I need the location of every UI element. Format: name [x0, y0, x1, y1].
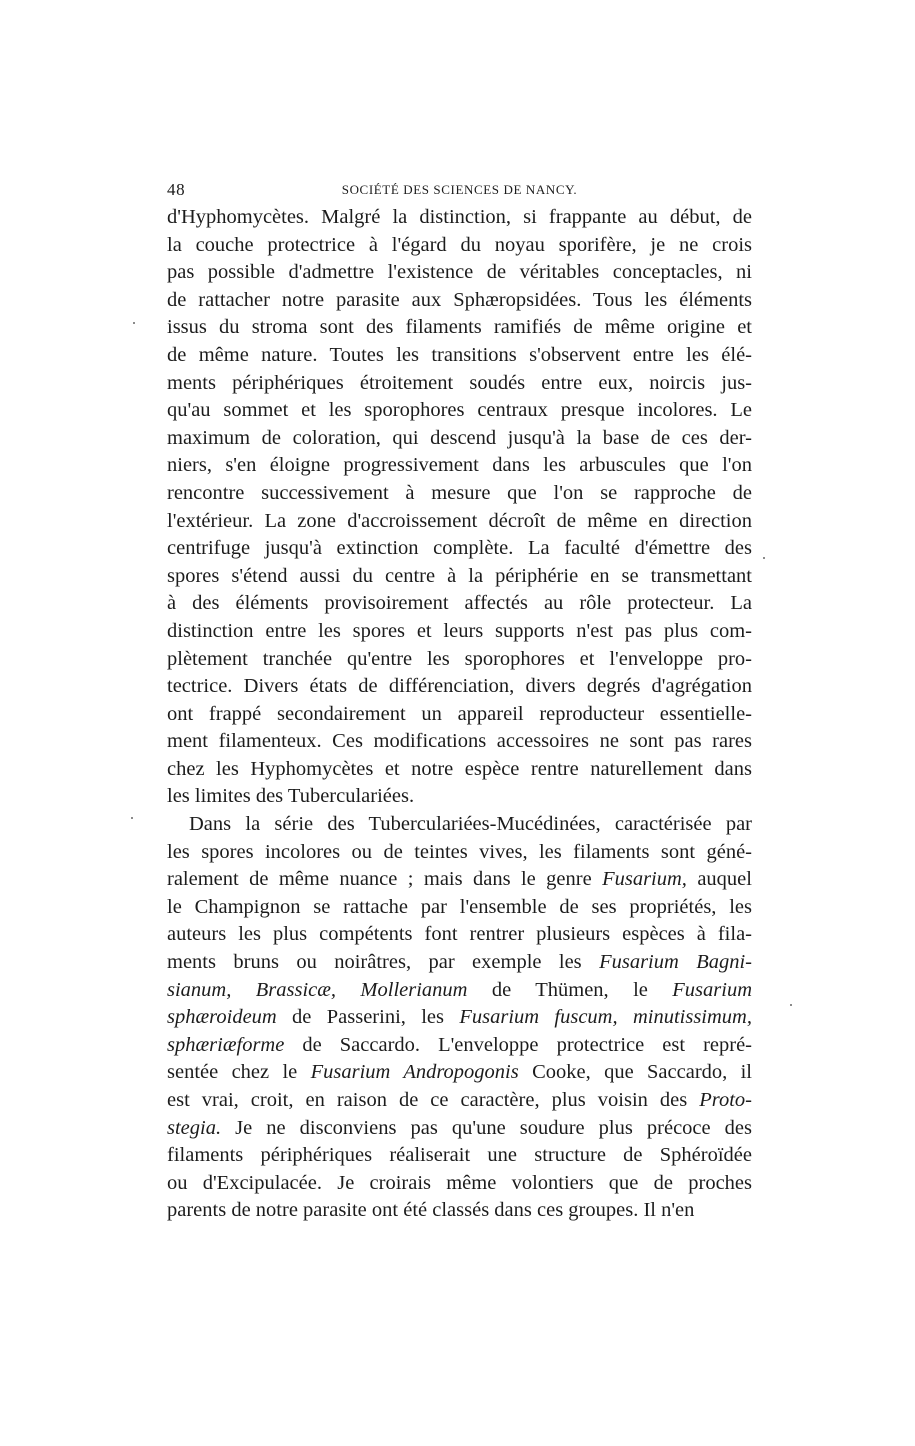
text-line: qu'au sommet et les sporophores centraux presque incolores. Le	[167, 399, 752, 422]
text-line: issus du stroma sont des filaments ramifiés de même origine et	[167, 316, 752, 339]
text-line: sianum, Brassicæ, Mollerianum de Thümen, le Fusarium	[167, 978, 752, 1001]
text-line: sentée chez le Fusarium Andropogonis Cooke, que Saccardo, il	[167, 1061, 752, 1084]
margin-mark	[133, 322, 135, 324]
margin-mark	[790, 1004, 792, 1006]
margin-mark	[763, 557, 765, 559]
text-line: d'Hyphomycètes. Malgré la distinction, si frappante au début, de	[167, 206, 752, 228]
text-line: le Champignon se rattache par l'ensemble de ses propriétés, les	[167, 895, 752, 918]
margin-mark	[131, 817, 133, 819]
text-line: distinction entre les spores et leurs supports n'est pas plus com-	[167, 619, 752, 642]
text-line: ments périphériques étroitement soudés entre eux, noircis jus-	[167, 371, 752, 394]
text-line: sphæriæforme de Saccardo. L'enveloppe protectrice est repré-	[167, 1033, 752, 1056]
text-line: auteurs les plus compétents font rentrer plusieurs espèces à fila-	[167, 923, 752, 946]
text-line: niers, s'en éloigne progressivement dans les arbuscules que l'on	[167, 454, 752, 477]
text-line: l'extérieur. La zone d'accroissement décroît de même en direction	[167, 509, 752, 532]
text-line: ments bruns ou noirâtres, par exemple les Fusarium Bagni-	[167, 951, 752, 974]
text-line: tectrice. Divers états de différenciation, divers degrés d'agrégation	[167, 675, 752, 698]
running-head	[167, 180, 752, 200]
text-line: centrifuge jusqu'à extinction complète. La faculté d'émettre des	[167, 537, 752, 560]
text-line: sphæroideum de Passerini, les Fusarium fuscum, minutissimum,	[167, 1006, 752, 1029]
text-line: stegia. Je ne disconviens pas qu'une soudure plus précoce des	[167, 1116, 752, 1139]
text-line: les limites des Tuberculariées.	[167, 785, 415, 808]
text-line: est vrai, croit, en raison de ce caractère, plus voisin des Proto-	[167, 1089, 752, 1111]
text-line: à des éléments provisoirement affectés au rôle protecteur. La	[167, 592, 752, 615]
body-text	[167, 204, 752, 1225]
text-line: rencontre successivement à mesure que l'on se rapproche de	[167, 481, 752, 504]
text-line: les spores incolores ou de teintes vives, les filaments sont géné-	[167, 840, 752, 863]
page-number: 48	[167, 180, 186, 199]
text-line: chez les Hyphomycètes et notre espèce rentre naturellement dans	[167, 757, 752, 780]
text-line: la couche protectrice à l'égard du noyau sporifère, je ne crois	[167, 233, 752, 256]
text-line: ont frappé secondairement un appareil reproducteur essentielle-	[167, 702, 752, 725]
text-line: filaments périphériques réaliserait une structure de Sphéroïdée	[167, 1144, 752, 1167]
text-line: pas possible d'admettre l'existence de véritables conceptacles, ni	[167, 261, 752, 284]
text-line: parents de notre parasite ont été classés dans ces groupes. Il n'en	[167, 1199, 695, 1222]
text-line: de rattacher notre parasite aux Sphæropsidées. Tous les éléments	[167, 288, 752, 311]
text-line: spores s'étend aussi du centre à la périphérie en se transmettant	[167, 564, 752, 587]
text-line: maximum de coloration, qui descend jusqu'à la base de ces der-	[167, 426, 752, 449]
text-line: ou d'Excipulacée. Je croirais même volontiers que de proches	[167, 1171, 752, 1194]
text-line: de même nature. Toutes les transitions s'observent entre les élé-	[167, 343, 752, 366]
text-line: ralement de même nuance ; mais dans le genre Fusarium, auquel	[167, 868, 752, 891]
text-line: Dans la série des Tuberculariées-Mucédinées, caractérisée par	[189, 813, 752, 836]
text-line: ment filamenteux. Ces modifications accessoires ne sont pas rares	[167, 730, 752, 753]
text-line: plètement tranchée qu'entre les sporophores et l'enveloppe pro-	[167, 647, 752, 670]
running-title: SOCIÉTÉ DES SCIENCES DE NANCY.	[341, 182, 578, 197]
